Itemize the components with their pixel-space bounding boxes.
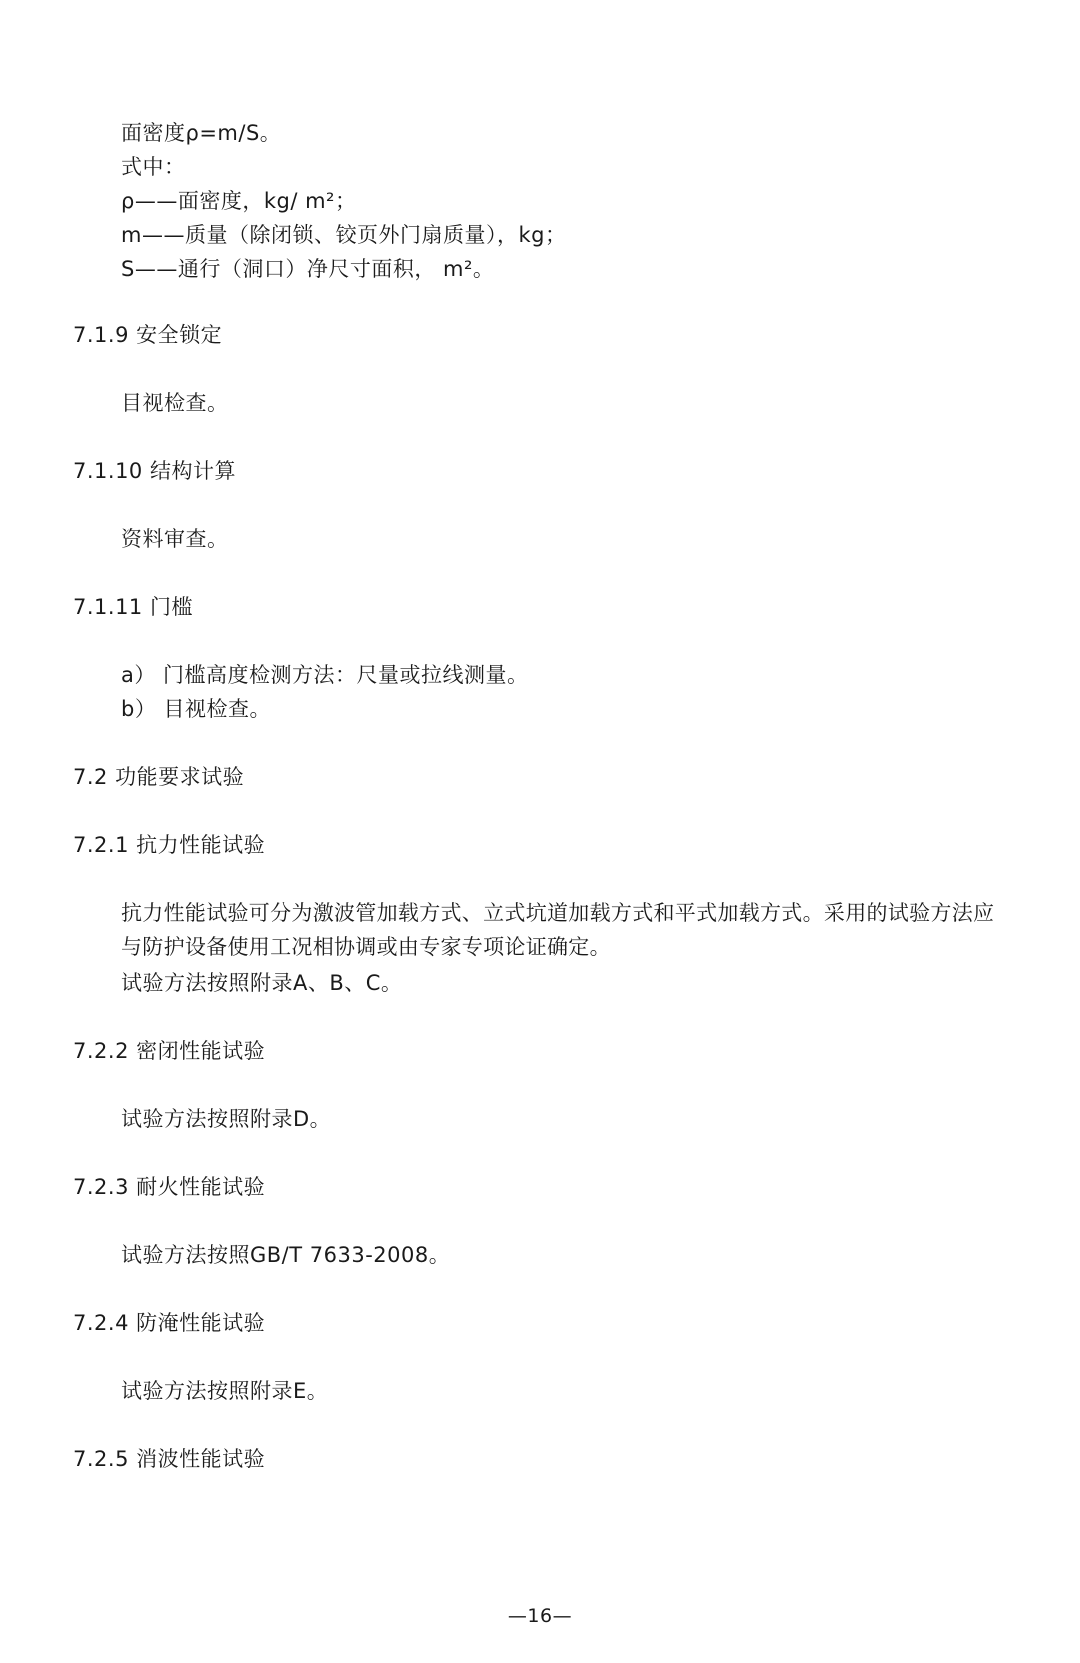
section-body-7-2-1-paragraph: 抗力性能试验可分为激波管加载方式、立式坑道加载方式和平式加载方式。采用的试验方法应与防护设备使用工况相协调或由专家专项论证确定。 xyxy=(121,901,995,959)
list-item-b: b） 目视检查。 xyxy=(121,697,272,721)
section-heading-7-2-4: 7.2.4 防淹性能试验 xyxy=(73,1311,266,1335)
section-body-7-2-3: 试验方法按照GB/T 7633-2008。 xyxy=(121,1243,451,1267)
section-body-7-1-10: 资料审查。 xyxy=(121,527,229,551)
formula-var-s: S——通行（洞口）净尺寸面积， m²。 xyxy=(121,257,495,281)
section-heading-7-2: 7.2 功能要求试验 xyxy=(73,765,245,789)
section-heading-7-2-3: 7.2.3 耐火性能试验 xyxy=(73,1175,266,1199)
section-heading-7-1-11: 7.1.11 门槛 xyxy=(73,595,193,619)
section-heading-7-1-10: 7.1.10 结构计算 xyxy=(73,459,236,483)
list-item-a: a） 门槛高度检测方法：尺量或拉线测量。 xyxy=(121,663,529,687)
page-number: —16— xyxy=(507,1605,573,1627)
section-heading-7-2-5: 7.2.5 消波性能试验 xyxy=(73,1447,266,1471)
formula-where-label: 式中： xyxy=(121,155,186,179)
section-body-7-2-1-method: 试验方法按照附录A、B、C。 xyxy=(121,971,403,995)
formula-var-m: m——质量（除闭锁、铰页外门扇质量），kg； xyxy=(121,223,567,247)
formula-definition: 面密度ρ=m/S。 xyxy=(121,121,282,145)
section-body-7-2-4: 试验方法按照附录E。 xyxy=(121,1379,329,1403)
section-heading-7-2-1: 7.2.1 抗力性能试验 xyxy=(73,833,266,857)
section-heading-7-2-2: 7.2.2 密闭性能试验 xyxy=(73,1039,266,1063)
section-body-7-2-2: 试验方法按照附录D。 xyxy=(121,1107,332,1131)
section-body-7-1-9: 目视检查。 xyxy=(121,391,229,415)
section-heading-7-1-9: 7.1.9 安全锁定 xyxy=(73,323,223,347)
formula-var-rho: ρ——面密度，kg/ m²； xyxy=(121,189,357,213)
